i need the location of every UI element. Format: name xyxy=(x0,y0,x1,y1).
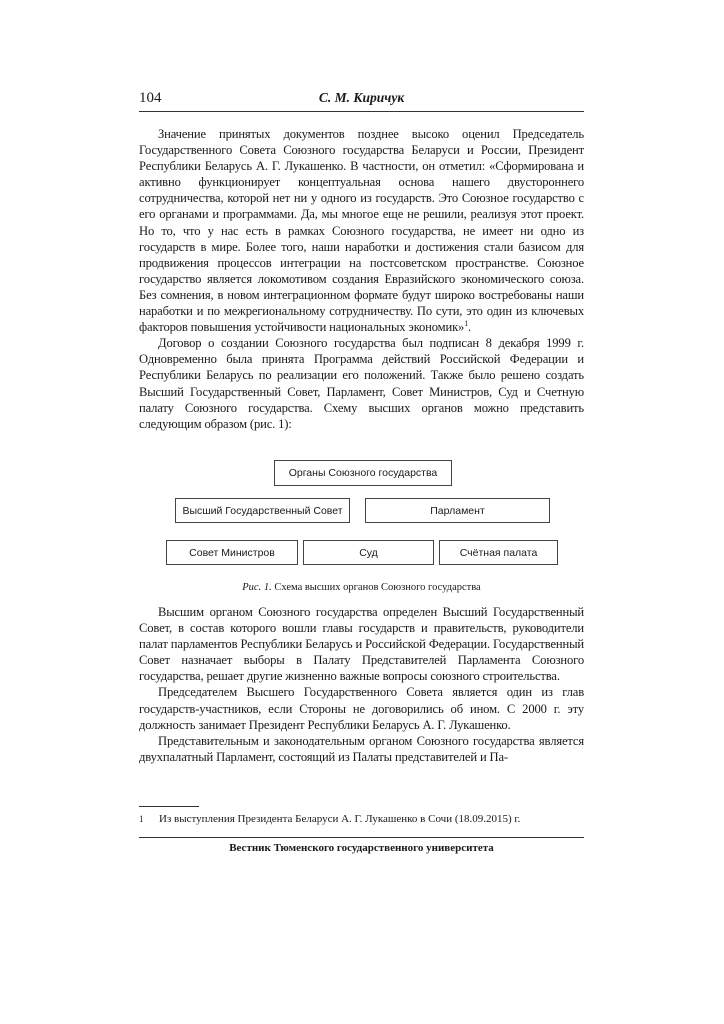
figure-caption xyxy=(139,582,584,593)
running-head-author: С. М. Киричук xyxy=(318,90,405,105)
paragraph: Значение принятых документов позднее высоко оценил Председатель Государственного Совета Союзного государства Беларуси и России, Президент Республики Беларусь А. Г. Лукашенко. В частности, он отметил: «Сформирована и активно функционирует концептуальная основа нашего двустороннего сотрудничества, которой нет ни у одного из государств. Это Союзное государство с его органами и программами. Да, мы многое еще не решили, реализуя этот проект. Но то, что у нас есть в рамках Союзного государства, не имеет ни одно из государств в мире. Более того, наши наработки и достижения стали базисом для продвижения процессов интеграции на постсоветском пространстве. Союзное государство является локомотивом создания Евразийского экономического союза. Без сомнения, в новом интеграционном формате будут широко востребованы наши наработки и по межрегиональному сотрудничеству. По сути, это один из ключевых факторов повышения устойчивости национальных экономик»$^1$. xyxy=(139,127,584,335)
page-header xyxy=(139,90,584,108)
box-root-organs: Органы Союзного государства xyxy=(274,460,452,486)
footer-rule xyxy=(139,837,584,838)
page-number: 104 xyxy=(139,90,162,106)
paragraph: Высшим органом Союзного государства определен Высший Государственный Совет, в состав которого вошли главы государств и правительств, руководители палат парламентов Республики Беларусь и Российской Федерации. Государственный Совет назначает выборы в Палату Представителей Парламента Союзного государства, решает другие жизненно важные вопросы союзного строительства. xyxy=(139,605,584,684)
box-court: Суд xyxy=(303,540,434,565)
paragraph: Представительным и законодательным органом Союзного государства является двухпалатный Парламент, состоящий из Палаты представителей и Па- xyxy=(139,733,584,764)
box-council-of-ministers: Совет Министров xyxy=(166,540,298,565)
paragraph: Председателем Высшего Государственного Совета является один из глав государств-участников, если Стороны не договорились об ином. С 2000 г. эту должность занимает Президент Республики Беларусь А. Г. Лукашенко. xyxy=(139,685,584,732)
body-text-bottom xyxy=(139,604,584,765)
paragraph: Договор о создании Союзного государства был подписан 8 декабря 1999 г. Одновременно была принята Программа действий Российской Федерации и Республики Беларусь по реализации его положений. Также было решено создать Высший Государственный Совет, Парламент, Совет Министров, Суд и Счетную палату Союзного государства. Схему высших органов можно представить следующим образом (рис. 1): xyxy=(139,336,584,431)
caption-text: Схема высших органов Союзного государства xyxy=(274,582,481,593)
caption-label: Рис. 1. xyxy=(242,582,272,593)
box-supreme-state-council: Высший Государственный Совет xyxy=(175,498,350,523)
figure-org-chart xyxy=(139,460,584,588)
box-parliament: Парламент xyxy=(365,498,550,523)
footnote-rule xyxy=(139,806,199,807)
body-text-top xyxy=(139,126,584,432)
footnote-ref: 1 xyxy=(464,318,469,328)
journal-footer: Вестник Тюменского государственного университета xyxy=(229,842,494,854)
paragraph-text: Значение принятых документов позднее высоко оценил Председатель Государственного Совета Союзного государства Беларуси и России, Президент Республики Беларусь А. Г. Лукашенко. В частности, он отметил: «Сформирована и активно функционирует концептуальная основа нашего двустороннего сотрудничества, которой нет ни у одного из государств. Это Союзное государство с его органами и программами. Да, мы многое еще не решили, реализуя этот проект. Но то, что у нас есть в рамках Союзного государства, не имеет ни одно из государств в мире. Более того, наши наработки и достижения стали базисом для продвижения процессов интеграции на постсоветском пространстве. Союзное государство является локомотивом создания Евразийского экономического союза. Без сомнения, в новом интеграционном формате будут широко востребованы наши наработки и по межрегиональному сотрудничеству. По сути, это один из ключевых факторов повышения устойчивости национальных экономик» xyxy=(139,127,584,335)
footnote-number: 1 xyxy=(139,814,144,824)
footnote-text: Из выступления Президента Беларуси А. Г. Лукашенко в Сочи (18.09.2015) г. xyxy=(159,813,521,825)
box-audit-chamber: Счётная палата xyxy=(439,540,558,565)
header-rule xyxy=(139,111,584,112)
